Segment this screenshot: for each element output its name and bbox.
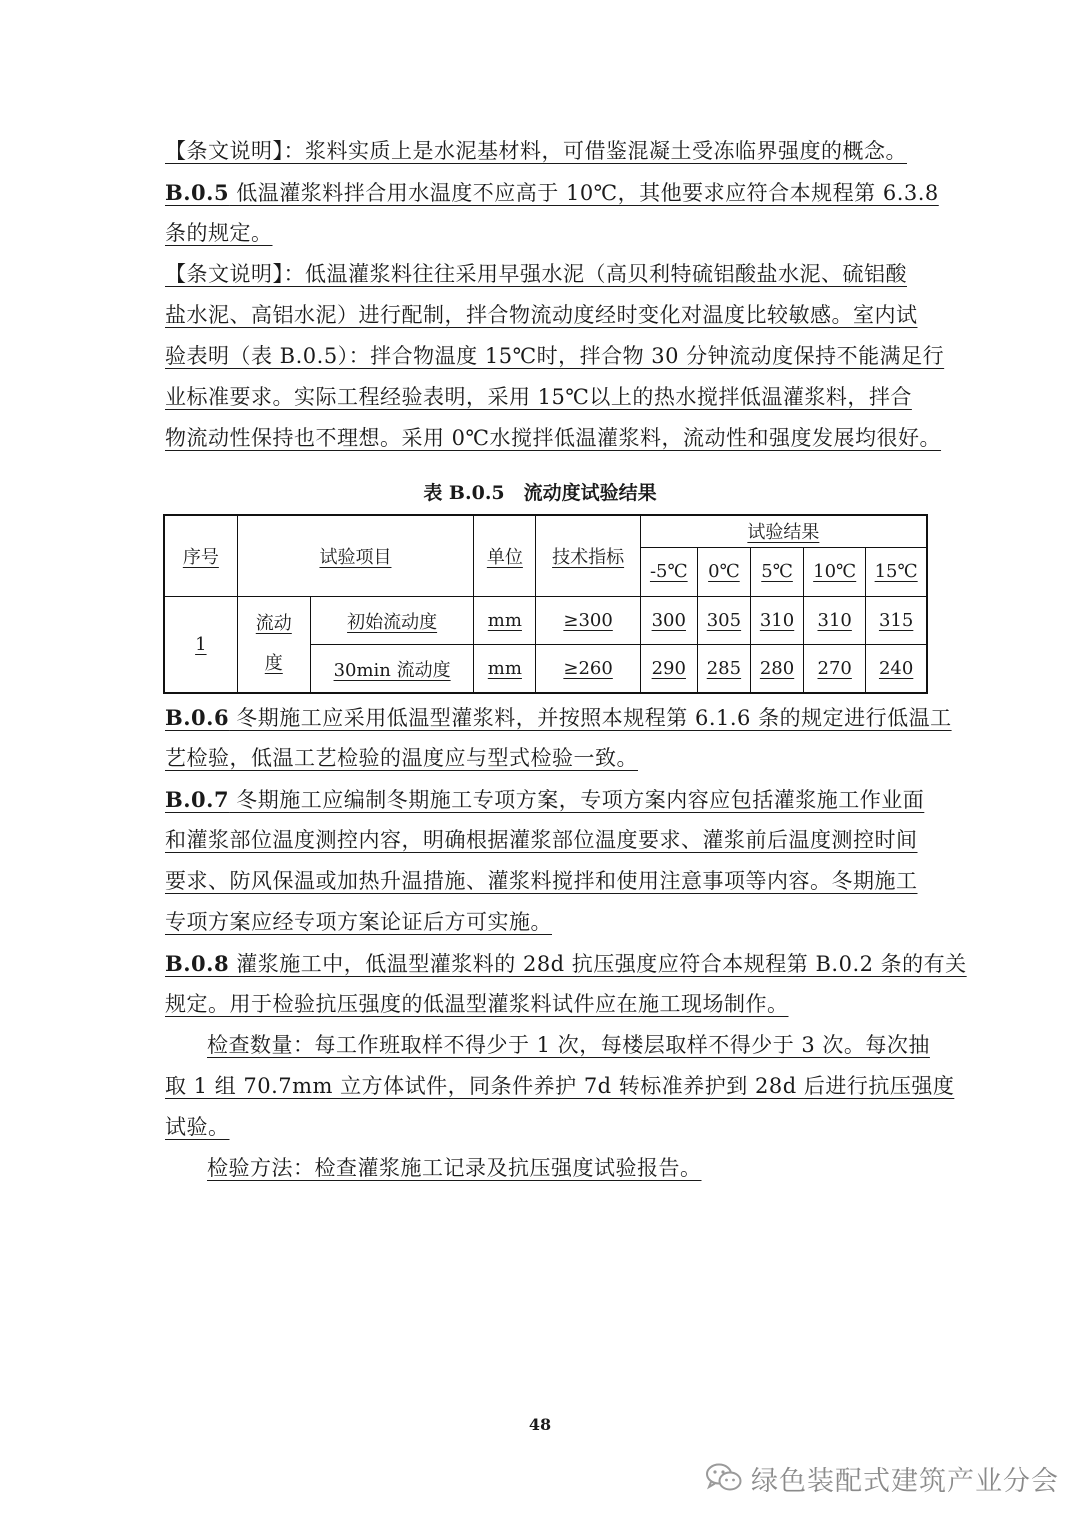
header-results: 试验结果 xyxy=(640,515,927,547)
clause-b06-line-1 xyxy=(165,697,952,738)
explanation-line: 验表明（表 B.0.5）：拌合物温度 15℃时，拌合物 30 分钟流动度保持不能满足行 xyxy=(165,344,945,368)
unit-cell: mm xyxy=(474,645,536,693)
text-block-top xyxy=(165,131,945,459)
value-cell: 300 xyxy=(640,596,697,644)
explanation-line: 【条文说明】：低温灌浆料往往采用早强水泥（高贝利特硫铝酸盐水泥、硫铝酸 xyxy=(165,262,907,286)
table-row xyxy=(164,596,927,644)
group-cell xyxy=(237,596,310,693)
inspection-method-line: 检验方法：检查灌浆施工记录及抗压强度试验报告。 xyxy=(207,1156,702,1180)
header-unit: 单位 xyxy=(474,515,536,596)
item-cell: 初始流动度 xyxy=(310,596,473,644)
flow-test-table xyxy=(163,514,928,694)
inspection-quantity-line-1: 检查数量：每工作班取样不得少于 1 次，每楼层取样不得少于 3 次。每次抽 xyxy=(207,1033,930,1057)
clause-text: 灌浆施工中，低温型灌浆料的 28d 抗压强度应符合本规程第 B.0.2 条的有关 xyxy=(229,952,967,976)
inspection-quantity-line-3: 试验。 xyxy=(165,1115,230,1139)
value-cell: 285 xyxy=(697,645,750,693)
clause-b07-line-2: 和灌浆部位温度测控内容，明确根据灌浆部位温度要求、灌浆前后温度测控时间 xyxy=(165,828,918,852)
clause-b08-line-1 xyxy=(165,943,967,984)
header-temp: 5℃ xyxy=(750,547,803,596)
value-cell: 310 xyxy=(804,596,866,644)
clause-number: B.0.5 xyxy=(165,180,230,205)
clause-number: B.0.6 xyxy=(165,705,230,730)
seq-cell: 1 xyxy=(164,596,237,693)
clause-b07-line-1 xyxy=(165,779,925,820)
clause-text: 冬期施工应采用低温型灌浆料，并按照本规程第 6.1.6 条的规定进行低温工 xyxy=(229,706,952,730)
unit-cell: mm xyxy=(474,596,536,644)
inspection-quantity-line-2: 取 1 组 70.7mm 立方体试件，同条件养护 7d 转标准养护到 28d 后进行抗压强度 xyxy=(165,1074,955,1098)
header-temp: 15℃ xyxy=(866,547,927,596)
clause-b07-line-3: 要求、防风保温或加热升温措施、灌浆料搅拌和使用注意事项等内容。冬期施工 xyxy=(165,869,918,893)
value-cell: 290 xyxy=(640,645,697,693)
watermark-text: 绿色装配式建筑产业分会 xyxy=(751,1465,1059,1497)
explanation-line: 业标准要求。实际工程经验表明，采用 15℃以上的热水搅拌低温灌浆料，拌合 xyxy=(165,385,912,409)
header-temp: -5℃ xyxy=(640,547,697,596)
group-label-line-2: 度 xyxy=(264,653,283,675)
clause-b05-line-2: 条的规定。 xyxy=(165,221,273,245)
value-cell: 240 xyxy=(866,645,927,693)
spec-cell: ≥260 xyxy=(536,645,640,693)
group-label-line-1: 流动 xyxy=(255,613,292,635)
watermark xyxy=(705,1456,1059,1500)
header-temp: 0℃ xyxy=(697,547,750,596)
item-cell: 30min 流动度 xyxy=(310,645,473,693)
text-block-bottom xyxy=(165,697,967,1189)
clause-b06-line-2: 艺检验，低温工艺检验的温度应与型式检验一致。 xyxy=(165,746,638,770)
spec-cell: ≥300 xyxy=(536,596,640,644)
header-item: 试验项目 xyxy=(237,515,474,596)
clause-b08-line-2: 规定。用于检验抗压强度的低温型灌浆料试件应在施工现场制作。 xyxy=(165,992,789,1016)
clause-number: B.0.8 xyxy=(165,951,230,976)
value-cell: 305 xyxy=(697,596,750,644)
explanation-line: 【条文说明】：浆料实质上是水泥基材料，可借鉴混凝土受冻临界强度的概念。 xyxy=(165,139,907,163)
clause-b05-line-1 xyxy=(165,172,939,213)
clause-b07-line-4: 专项方案应经专项方案论证后方可实施。 xyxy=(165,910,552,934)
header-temp: 10℃ xyxy=(804,547,866,596)
clause-number: B.0.7 xyxy=(165,787,230,812)
explanation-line: 物流动性保持也不理想。采用 0℃水搅拌低温灌浆料，流动性和强度发展均很好。 xyxy=(165,426,942,450)
header-seq: 序号 xyxy=(164,515,237,596)
value-cell: 315 xyxy=(866,596,927,644)
clause-text: 低温灌浆料拌合用水温度不应高于 10℃，其他要求应符合本规程第 6.3.8 xyxy=(229,181,939,205)
page-number: 48 xyxy=(528,1415,552,1434)
explanation-line: 盐水泥、高铝水泥）进行配制，拌合物流动度经时变化对温度比较敏感。室内试 xyxy=(165,303,918,327)
header-spec: 技术指标 xyxy=(536,515,640,596)
value-cell: 270 xyxy=(804,645,866,693)
value-cell: 280 xyxy=(750,645,803,693)
table-caption: 表 B.0.5 流动度试验结果 xyxy=(423,482,657,504)
value-cell: 310 xyxy=(750,596,803,644)
wechat-icon xyxy=(705,1462,743,1494)
clause-text: 冬期施工应编制冬期施工专项方案，专项方案内容应包括灌浆施工作业面 xyxy=(229,788,925,812)
